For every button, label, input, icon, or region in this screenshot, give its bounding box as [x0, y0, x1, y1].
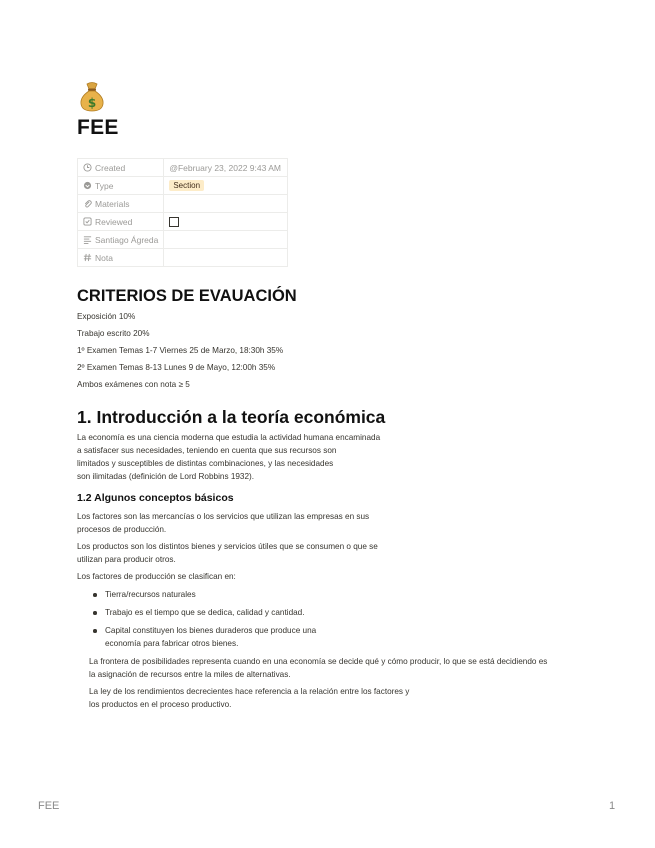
intro-line: limitados y susceptibles de distintas combinaciones, y las necesidades — [77, 459, 334, 468]
property-value-type[interactable] — [164, 177, 288, 195]
property-key: Reviewed — [78, 213, 164, 231]
property-key: Nota — [78, 249, 164, 267]
money-bag-icon — [78, 80, 106, 112]
property-value-santiago[interactable] — [164, 231, 288, 249]
paragraph-line: la asignación de recursos entre la miles de alternativas. — [89, 670, 291, 679]
paragraph-line: Los productos son los distintos bienes y servicios útiles que se consumen o que se — [77, 542, 378, 551]
property-row-reviewed — [78, 213, 288, 231]
list-bullet — [93, 593, 97, 597]
criterios-heading: CRITERIOS DE EVAUACIÓN — [77, 287, 297, 305]
list-item: Trabajo es el tiempo que se dedica, calidad y cantidad. — [105, 608, 305, 617]
properties-table — [77, 158, 288, 267]
reviewed-checkbox[interactable] — [169, 217, 179, 227]
property-value-materials[interactable] — [164, 195, 288, 213]
hash-icon — [83, 253, 92, 262]
property-value-nota[interactable] — [164, 249, 288, 267]
paragraph-line: procesos de producción. — [77, 525, 167, 534]
criterio-line: 1º Examen Temas 1-7 Viernes 25 de Marzo, 18:30h 35% — [77, 346, 284, 355]
page-number: 1 — [609, 800, 616, 812]
intro-line: La economía es una ciencia moderna que estudia la actividad humana encaminada — [77, 433, 381, 442]
property-key: Type — [78, 177, 164, 195]
property-key: Santiago Ágreda — [78, 231, 164, 249]
subsection-heading: 1.2 Algunos conceptos básicos — [77, 492, 234, 504]
criterio-line: Trabajo escrito 20% — [77, 329, 150, 338]
type-tag[interactable]: Section — [169, 180, 204, 191]
intro-line: a satisfacer sus necesidades, teniendo en cuenta que sus recursos son — [77, 446, 337, 455]
paperclip-icon — [83, 199, 92, 208]
property-row-nota — [78, 249, 288, 267]
property-row-santiago — [78, 231, 288, 249]
list-item: Capital constituyen los bienes duraderos que produce una — [105, 626, 317, 635]
text-lines-icon — [83, 235, 92, 244]
footer-title: FEE — [38, 800, 60, 812]
list-bullet — [93, 629, 97, 633]
criterio-line: 2º Examen Temas 8-13 Lunes 9 de Mayo, 12:00h 35% — [77, 363, 276, 372]
page-title: FEE — [77, 116, 119, 139]
paragraph-line: Los factores de producción se clasifican en: — [77, 572, 236, 581]
property-key: Created — [78, 159, 164, 177]
paragraph-line: utilizan para producir otros. — [77, 555, 176, 564]
paragraph-line: Los factores son las mercancías o los servicios que utilizan las empresas en sus — [77, 512, 370, 521]
svg-text:$: $ — [87, 96, 97, 110]
checkbox-icon — [83, 217, 92, 226]
select-icon — [83, 181, 92, 190]
list-item: Tierra/recursos naturales — [105, 590, 196, 599]
section-heading: 1. Introducción a la teoría económica — [77, 407, 386, 427]
property-value-created[interactable]: @February 23, 2022 9:43 AM — [164, 159, 288, 177]
property-row-created — [78, 159, 288, 177]
criterio-line: Ambos exámenes con nota ≥ 5 — [77, 380, 190, 389]
property-value-reviewed[interactable] — [164, 213, 288, 231]
criterio-line: Exposición 10% — [77, 312, 136, 321]
list-bullet — [93, 611, 97, 615]
property-row-type — [78, 177, 288, 195]
paragraph-line: los productos en el proceso productivo. — [89, 700, 232, 709]
clock-icon — [83, 163, 92, 172]
paragraph-line: La frontera de posibilidades representa cuando en una economía se decide qué y cómo producir, lo que se está decidiendo es — [89, 657, 548, 666]
intro-line: son ilimitadas (definición de Lord Robbins 1932). — [77, 472, 255, 481]
paragraph-line: La ley de los rendimientos decrecientes hace referencia a la relación entre los factores y — [89, 687, 410, 696]
property-row-materials — [78, 195, 288, 213]
property-key: Materials — [78, 195, 164, 213]
list-item-continuation: economía para fabricar otros bienes. — [105, 639, 239, 648]
